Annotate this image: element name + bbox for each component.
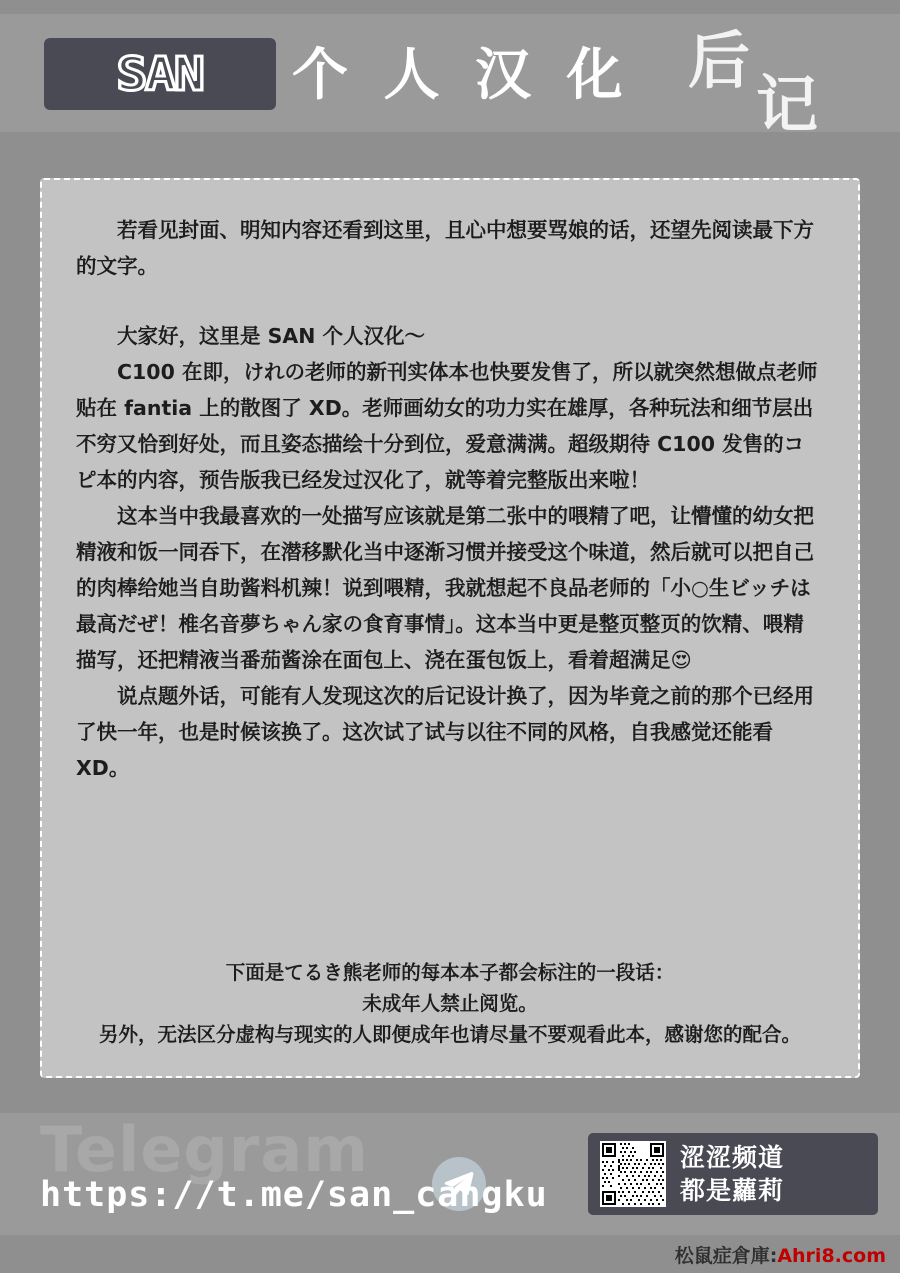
promo-line-2: 都是蘿莉 xyxy=(680,1176,785,1205)
site-watermark xyxy=(675,1241,886,1268)
page-title: 个 人 汉 化 xyxy=(292,43,631,108)
paragraph-3: 这本当中我最喜欢的一处描写应该就是第二张中的喂精了吧，让懵懂的幼女把精液和饭一同吞下，在潜移默化当中逐渐习惯并接受这个味道，然后就可以把自己的肉棒给她当自助酱料机辣！说到喂精，我就想起不良品老师的「小○生ビッチは最高だぜ！椎名音夢ちゃん家の食育事情」。这本当中更是整页整页的饮精、喂精描写，还把精液当番茄酱涂在面包上、浇在蛋包饭上，看着超满足😍 xyxy=(76,504,814,672)
afterword-badge xyxy=(684,22,874,140)
paragraph-2: C100 在即，けれの老师的新刊实体本也快要发售了，所以就突然想做点老师贴在 fantia 上的散图了 XD。老师画幼女的功力实在雄厚，各种玩法和细节层出不穷又恰到好处，而且姿态描绘十分到位，爱意满满。超级期待 C100 发售的コピ本的内容，预告版我已经发过汉化了，就等着完整版出来啦！ xyxy=(76,360,818,492)
footer-bar xyxy=(0,1113,900,1235)
paragraph-1: 大家好，这里是 SAN 个人汉化～ xyxy=(117,324,426,348)
promo-channel-card[interactable] xyxy=(588,1133,878,1215)
age-warning-line-3: 另外，无法区分虚构与现实的人即便成年也请尽量不要观看此本，感谢您的配合。 xyxy=(98,1023,801,1046)
telegram-url[interactable]: https://t.me/san_cangku xyxy=(40,1175,548,1215)
watermark-site: Ahri8.com xyxy=(777,1245,886,1267)
age-warning xyxy=(76,957,824,1050)
san-logo xyxy=(44,38,276,110)
logo-text: SAN xyxy=(116,47,204,101)
afterword-text xyxy=(76,212,824,786)
paragraph-4: 说点题外话，可能有人发现这次的后记设计换了，因为毕竟之前的那个已经用了快一年，也是时候该换了。这次试了试与以往不同的风格，自我感觉还能看 XD。 xyxy=(76,684,814,780)
age-warning-line-1: 下面是てるき熊老师的每本本子都会标注的一段话： xyxy=(225,961,675,984)
watermark-prefix: 松鼠症倉庫: xyxy=(674,1245,778,1267)
afterword-card xyxy=(40,178,860,1078)
promo-text xyxy=(680,1141,784,1207)
lead-paragraph: 若看见封面、明知内容还看到这里，且心中想要骂娘的话，还望先阅读最下方的文字。 xyxy=(76,218,814,278)
afterword-badge-line1: 后 xyxy=(688,24,753,97)
qr-code-icon xyxy=(600,1141,666,1207)
promo-line-1: 涩涩频道 xyxy=(680,1143,785,1172)
age-warning-line-2: 未成年人禁止阅览。 xyxy=(362,992,538,1015)
header-bar xyxy=(0,14,900,141)
telegram-wordmark: Telegram xyxy=(40,1113,369,1186)
afterword-badge-line2: 记 xyxy=(756,68,819,141)
